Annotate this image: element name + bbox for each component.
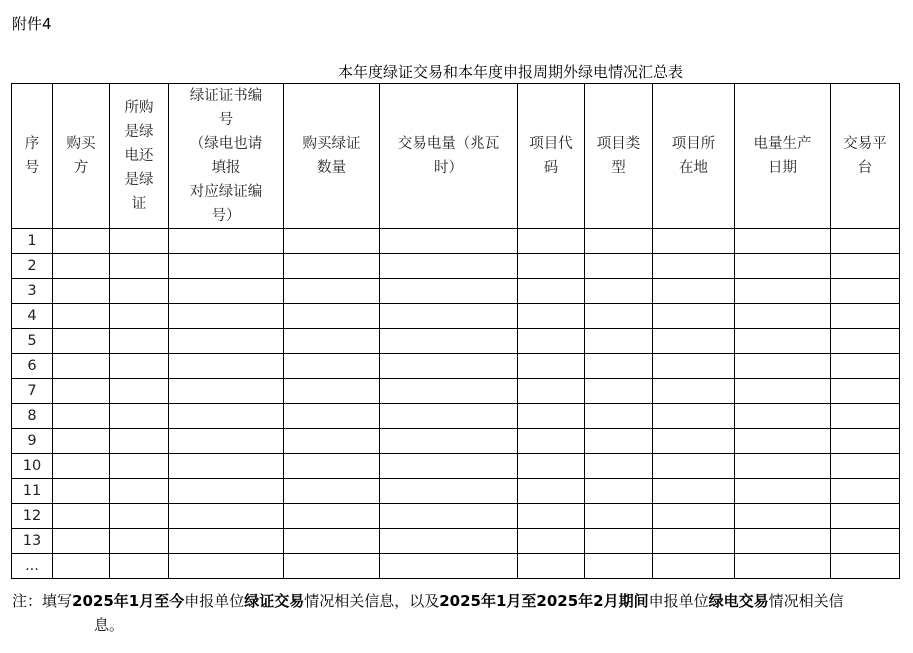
row-number: ... [12, 554, 53, 579]
table-cell[interactable] [831, 304, 900, 329]
table-cell[interactable] [284, 554, 380, 579]
table-cell[interactable] [518, 379, 585, 404]
header-project-location: 项目所 在地 [653, 84, 735, 229]
table-cell[interactable] [110, 479, 169, 504]
table-cell[interactable] [831, 254, 900, 279]
table-cell[interactable] [53, 479, 110, 504]
row-number: 5 [12, 329, 53, 354]
note-bold: 2025年1月至今 [72, 592, 185, 610]
attachment-label: 附件4 [12, 15, 52, 33]
table-cell[interactable] [735, 229, 831, 254]
row-number: 3 [12, 279, 53, 304]
table-cell[interactable] [735, 504, 831, 529]
table-cell[interactable] [110, 454, 169, 479]
table-cell[interactable] [380, 229, 518, 254]
table-cell[interactable] [169, 404, 284, 429]
table-title: 本年度绿证交易和本年度申报周期外绿电情况汇总表 [338, 63, 684, 81]
table-row [12, 404, 900, 429]
table-cell[interactable] [284, 304, 380, 329]
table-cell[interactable] [831, 504, 900, 529]
table-cell[interactable] [284, 254, 380, 279]
table-cell[interactable] [518, 554, 585, 579]
table-cell[interactable] [518, 529, 585, 554]
table-cell[interactable] [831, 279, 900, 304]
table-cell[interactable] [380, 329, 518, 354]
table-cell[interactable] [653, 554, 735, 579]
header-purchase-kind: 所购 是绿 电还 是绿 证 [110, 84, 169, 229]
table-cell[interactable] [284, 279, 380, 304]
table-cell[interactable] [110, 229, 169, 254]
table-cell[interactable] [53, 279, 110, 304]
table-cell[interactable] [518, 454, 585, 479]
table-cell[interactable] [110, 404, 169, 429]
table-cell[interactable] [284, 529, 380, 554]
table-cell[interactable] [169, 279, 284, 304]
table-cell[interactable] [284, 429, 380, 454]
table-cell[interactable] [831, 379, 900, 404]
table-cell[interactable] [831, 429, 900, 454]
row-number: 8 [12, 404, 53, 429]
table-cell[interactable] [831, 454, 900, 479]
table-cell[interactable] [585, 279, 653, 304]
table-cell[interactable] [735, 254, 831, 279]
table-cell[interactable] [53, 229, 110, 254]
table-cell[interactable] [585, 429, 653, 454]
table-cell[interactable] [585, 329, 653, 354]
table-cell[interactable] [284, 329, 380, 354]
table-cell[interactable] [653, 404, 735, 429]
table-cell[interactable] [518, 429, 585, 454]
table-cell[interactable] [831, 329, 900, 354]
table-cell[interactable] [735, 454, 831, 479]
table-cell[interactable] [653, 279, 735, 304]
row-number: 12 [12, 504, 53, 529]
row-number: 11 [12, 479, 53, 504]
table-row [12, 304, 900, 329]
table-cell[interactable] [585, 254, 653, 279]
table-cell[interactable] [518, 229, 585, 254]
table-cell[interactable] [735, 354, 831, 379]
table-cell[interactable] [169, 229, 284, 254]
table-cell[interactable] [735, 329, 831, 354]
table-cell[interactable] [518, 404, 585, 429]
table-cell[interactable] [653, 304, 735, 329]
table-cell[interactable] [110, 279, 169, 304]
table-cell[interactable] [380, 254, 518, 279]
table-row [12, 229, 900, 254]
table-cell[interactable] [653, 429, 735, 454]
table-cell[interactable] [380, 304, 518, 329]
table-cell[interactable] [380, 529, 518, 554]
note-bold: 2025年1月至2025年2月期间 [439, 592, 649, 610]
table-cell[interactable] [380, 454, 518, 479]
table-cell[interactable] [585, 479, 653, 504]
table-cell[interactable] [585, 354, 653, 379]
table-cell[interactable] [53, 254, 110, 279]
table-row [12, 554, 900, 579]
table-cell[interactable] [169, 454, 284, 479]
table-row [12, 479, 900, 504]
header-traded-energy: 交易电量（兆瓦 时） [380, 84, 518, 229]
table-cell[interactable] [110, 304, 169, 329]
table-cell[interactable] [110, 254, 169, 279]
header-project-type: 项目类 型 [585, 84, 653, 229]
row-number: 6 [12, 354, 53, 379]
header-cert-quantity: 购买绿证 数量 [284, 84, 380, 229]
table-cell[interactable] [284, 404, 380, 429]
table-cell[interactable] [53, 379, 110, 404]
table-cell[interactable] [585, 229, 653, 254]
table-cell[interactable] [110, 504, 169, 529]
table-cell[interactable] [735, 554, 831, 579]
table-cell[interactable] [284, 379, 380, 404]
table-cell[interactable] [380, 479, 518, 504]
table-cell[interactable] [831, 479, 900, 504]
table-cell[interactable] [284, 229, 380, 254]
table-cell[interactable] [735, 304, 831, 329]
table-cell[interactable] [169, 429, 284, 454]
table-cell[interactable] [735, 429, 831, 454]
table-cell[interactable] [585, 554, 653, 579]
row-number: 4 [12, 304, 53, 329]
note-bold: 绿电交易 [708, 592, 769, 610]
table-row [12, 429, 900, 454]
header-buyer: 购买 方 [53, 84, 110, 229]
table-cell[interactable] [169, 504, 284, 529]
table-row [12, 529, 900, 554]
table-cell[interactable] [110, 379, 169, 404]
table-cell[interactable] [53, 429, 110, 454]
table-cell[interactable] [653, 254, 735, 279]
table-cell[interactable] [518, 304, 585, 329]
table-cell[interactable] [110, 529, 169, 554]
table-cell[interactable] [53, 504, 110, 529]
table-row [12, 329, 900, 354]
note-text: 情况相关信 [768, 592, 844, 610]
table-cell[interactable] [831, 229, 900, 254]
table-cell[interactable] [284, 479, 380, 504]
table-cell[interactable] [653, 504, 735, 529]
note-text: 申报单位 [184, 592, 245, 610]
header-production-date: 电量生产 日期 [735, 84, 831, 229]
row-number: 7 [12, 379, 53, 404]
table-cell[interactable] [653, 354, 735, 379]
footnote [12, 589, 892, 637]
note-bold: 绿证交易 [244, 592, 305, 610]
table-row [12, 454, 900, 479]
table-cell[interactable] [169, 329, 284, 354]
table-cell[interactable] [169, 479, 284, 504]
table-cell[interactable] [53, 304, 110, 329]
table-cell[interactable] [585, 304, 653, 329]
table-cell[interactable] [735, 529, 831, 554]
note-text: 申报单位 [648, 592, 709, 610]
table-cell[interactable] [169, 304, 284, 329]
table-cell[interactable] [735, 404, 831, 429]
table-cell[interactable] [110, 429, 169, 454]
table-cell[interactable] [518, 254, 585, 279]
note-text: 息。 [94, 616, 125, 634]
table-cell[interactable] [518, 279, 585, 304]
table-cell[interactable] [585, 529, 653, 554]
table-cell[interactable] [380, 404, 518, 429]
table-cell[interactable] [653, 479, 735, 504]
table-cell[interactable] [653, 329, 735, 354]
table-cell[interactable] [735, 279, 831, 304]
table-cell[interactable] [380, 504, 518, 529]
table-cell[interactable] [169, 354, 284, 379]
table-cell[interactable] [110, 554, 169, 579]
header-cert-number: 绿证证书编 号 （绿电也请 填报 对应绿证编 号） [169, 84, 284, 229]
table-cell[interactable] [169, 379, 284, 404]
row-number: 2 [12, 254, 53, 279]
row-number: 10 [12, 454, 53, 479]
table-cell[interactable] [518, 329, 585, 354]
table-cell[interactable] [380, 279, 518, 304]
table-cell[interactable] [380, 554, 518, 579]
table-cell[interactable] [110, 329, 169, 354]
table-cell[interactable] [53, 554, 110, 579]
table-cell[interactable] [518, 479, 585, 504]
table-cell[interactable] [169, 554, 284, 579]
table-cell[interactable] [284, 354, 380, 379]
table-cell[interactable] [831, 354, 900, 379]
table-cell[interactable] [653, 229, 735, 254]
table-cell[interactable] [53, 454, 110, 479]
table-cell[interactable] [169, 254, 284, 279]
table-cell[interactable] [284, 504, 380, 529]
table-cell[interactable] [585, 454, 653, 479]
row-number: 13 [12, 529, 53, 554]
header-trading-platform: 交易平 台 [831, 84, 900, 229]
table-cell[interactable] [380, 429, 518, 454]
table-cell[interactable] [585, 379, 653, 404]
table-cell[interactable] [53, 529, 110, 554]
row-number: 9 [12, 429, 53, 454]
table-cell[interactable] [585, 404, 653, 429]
table-cell[interactable] [518, 504, 585, 529]
table-cell[interactable] [110, 354, 169, 379]
table-row [12, 379, 900, 404]
table-cell[interactable] [53, 329, 110, 354]
summary-table [11, 83, 900, 579]
table-row [12, 279, 900, 304]
table-cell[interactable] [831, 554, 900, 579]
header-row [12, 84, 900, 229]
table-cell[interactable] [380, 379, 518, 404]
note-text: 情况相关信息，以及 [304, 592, 440, 610]
table-cell[interactable] [653, 529, 735, 554]
table-row [12, 354, 900, 379]
table-cell[interactable] [284, 454, 380, 479]
table-cell[interactable] [735, 379, 831, 404]
header-project-code: 项目代 码 [518, 84, 585, 229]
table-cell[interactable] [53, 354, 110, 379]
table-row [12, 254, 900, 279]
row-number: 1 [12, 229, 53, 254]
table-cell[interactable] [831, 529, 900, 554]
table-cell[interactable] [653, 454, 735, 479]
header-seq: 序 号 [12, 84, 53, 229]
table-cell[interactable] [380, 354, 518, 379]
table-cell[interactable] [735, 479, 831, 504]
note-text: 注：填写 [12, 592, 73, 610]
table-cell[interactable] [169, 529, 284, 554]
table-cell[interactable] [585, 504, 653, 529]
table-cell[interactable] [518, 354, 585, 379]
table-row [12, 504, 900, 529]
table-cell[interactable] [653, 379, 735, 404]
table-cell[interactable] [831, 404, 900, 429]
table-cell[interactable] [53, 404, 110, 429]
